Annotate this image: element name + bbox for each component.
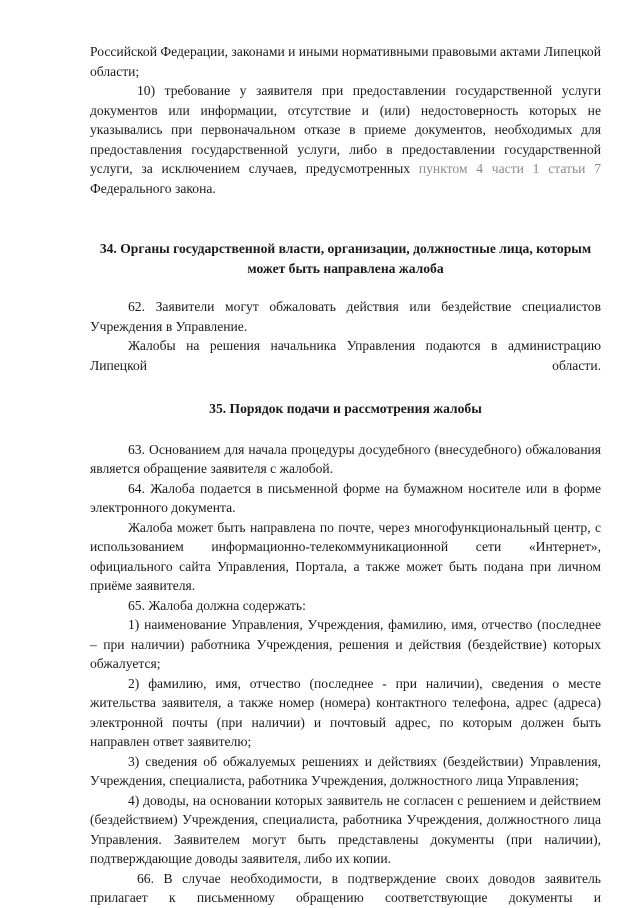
- paragraph-64: 64. Жалоба подается в письменной форме на бумажном носителе или в форме электронного документа.: [90, 480, 601, 515]
- section-35-heading: 35. Порядок подачи и рассмотрения жалобы: [209, 401, 482, 416]
- item-10-faded-reference: пунктом 4 части 1 статьи 7: [418, 161, 601, 176]
- paragraph-top: Российской Федерации, законами и иными нормативными правовыми актами Липецкой области;: [90, 44, 601, 79]
- paragraph-65-4: 4) доводы, на основании которых заявитель не согласен с решением и действием (бездействием) Учреждения, специалиста, работника Учреждения, должностного лица Управления. Заявителем могут быть представлены документы (при наличии), подтверждающие доводы заявителя, либо их копии.: [90, 792, 601, 866]
- paragraph-65: 65. Жалоба должна содержать:: [128, 597, 306, 613]
- paragraph-66: 66. В случае необходимости, в подтверждение своих доводов заявитель прилагает к письменному обращению соответствующие документы и: [90, 870, 601, 905]
- paragraph-65-3: 3) сведения об обжалуемых решениях и действиях (бездействии) Управления, Учреждения, специалиста, работника Учреждения, должностного лица Управления;: [90, 753, 601, 788]
- section-34-heading: 34. Органы государственной власти, организации, должностные лица, которым может быть направлена жалоба: [99, 241, 592, 276]
- document-page: [90, 42, 601, 908]
- paragraph-62b-text: Жалобы на решения начальника Управления подаются в администрацию Липецкой области.: [90, 338, 601, 373]
- paragraph-63: 63. Основанием для начала процедуры досудебного (внесудебного) обжалования является обращение заявителя с жалобой.: [90, 441, 601, 476]
- paragraph-62: 62. Заявители могут обжаловать действия или бездействие специалистов Учреждения в Управление.: [90, 299, 601, 334]
- item-10-text-b: Федерального закона.: [90, 180, 216, 196]
- paragraph-62b: [90, 336, 601, 375]
- item-10-text-a: 10) требование у заявителя при предоставлении государственной услуги документов или информации, отсутствие и (или) недостоверность которых не указывались при первоначальном отказе в приеме документов, необходимых для предоставления государственной услуги, либо в предоставлении государственной услуги, за исключением случаев, предусмотренных: [90, 83, 601, 176]
- paragraph-64b: Жалоба может быть направлена по почте, через многофункциональный центр, с использованием информационно-телекоммуникационной сети «Интернет», официального сайта Управления, Портала, а также может быть подана при личном приёме заявителя.: [90, 519, 601, 593]
- paragraph-65-1: 1) наименование Управления, Учреждения, фамилию, имя, отчество (последнее – при наличии) работника Учреждения, решения и действия (бездействие) которых обжалуется;: [90, 617, 601, 671]
- paragraph-item-10: [90, 81, 601, 198]
- paragraph-65-2: 2) фамилию, имя, отчество (последнее - при наличии), сведения о месте жительства заявителя, а также номер (номера) контактного телефона, адрес (адреса) электронной почты (при наличии) и почтовый адрес, по которым должен быть направлен ответ заявителю;: [90, 675, 601, 749]
